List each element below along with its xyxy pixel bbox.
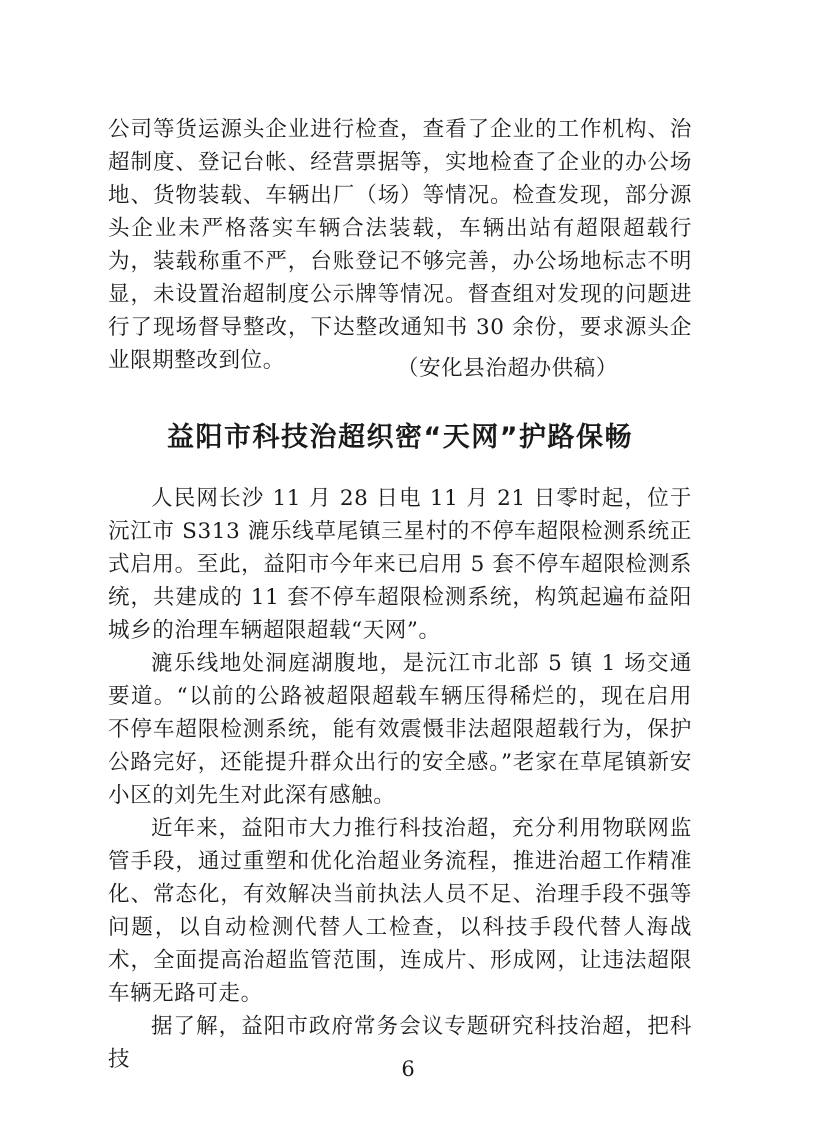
paragraph: 公司等货运源头企业进行检查，查看了企业的工作机构、治超制度、登记台帐、经营票据等，实地检查了企业的办公场地、货物装载、车辆出厂（场）等情况。检查发现，部分源头企业未严格落实车辆合法装载，车辆出站有超限超载行为，装载称重不严，台账登记不够完善，办公场地标志不明显，未设置治超制度公示牌等情况。督查组对发现的问题进行了现场督导整改，下达整改通知书 30 余份，要求源头企业限期整改到位。 bbox=[108, 117, 692, 373]
article-2-body bbox=[108, 482, 692, 1076]
paragraph: 人民网长沙 11 月 28 日电 11 月 21 日零时起，位于沅江市 S313 漉乐线草尾镇三星村的不停车超限检测系统正式启用。至此，益阳市今年来已启用 5 套不停车超限检测系统，共建成的 11 套不停车超限检测系统，构筑起遍布益阳城乡的治理车辆超限超载“天网”。 bbox=[108, 486, 692, 643]
paragraph: 漉乐线地处洞庭湖腹地，是沅江市北部 5 镇 1 场交通要道。“以前的公路被超限超载车辆压得稀烂的，现在启用不停车超限检测系统，能有效震慑非法超限超载行为，保护公路完好，还能提升群众出行的安全感。”老家在草尾镇新安小区的刘先生对此深有感触。 bbox=[108, 651, 692, 808]
article-title: 益阳市科技治超织密“天网”护路保畅 bbox=[167, 422, 633, 453]
page-number: 6 bbox=[401, 1057, 415, 1081]
article-1-body bbox=[108, 113, 692, 377]
paragraph: 据了解，益阳市政府常务会议专题研究科技治超，把科技 bbox=[108, 1014, 692, 1072]
source-attribution: （安化县治超办供稿） bbox=[396, 356, 618, 381]
paragraph: 近年来，益阳市大力推行科技治超，充分利用物联网监管手段，通过重塑和优化治超业务流程，推进治超工作精准化、常态化，有效解决当前执法人员不足、治理手段不强等问题，以自动检测代替人工检查，以科技手段代替人海战术，全面提高治超监管范围，连成片、形成网，让违法超限车辆无路可走。 bbox=[108, 816, 692, 1006]
